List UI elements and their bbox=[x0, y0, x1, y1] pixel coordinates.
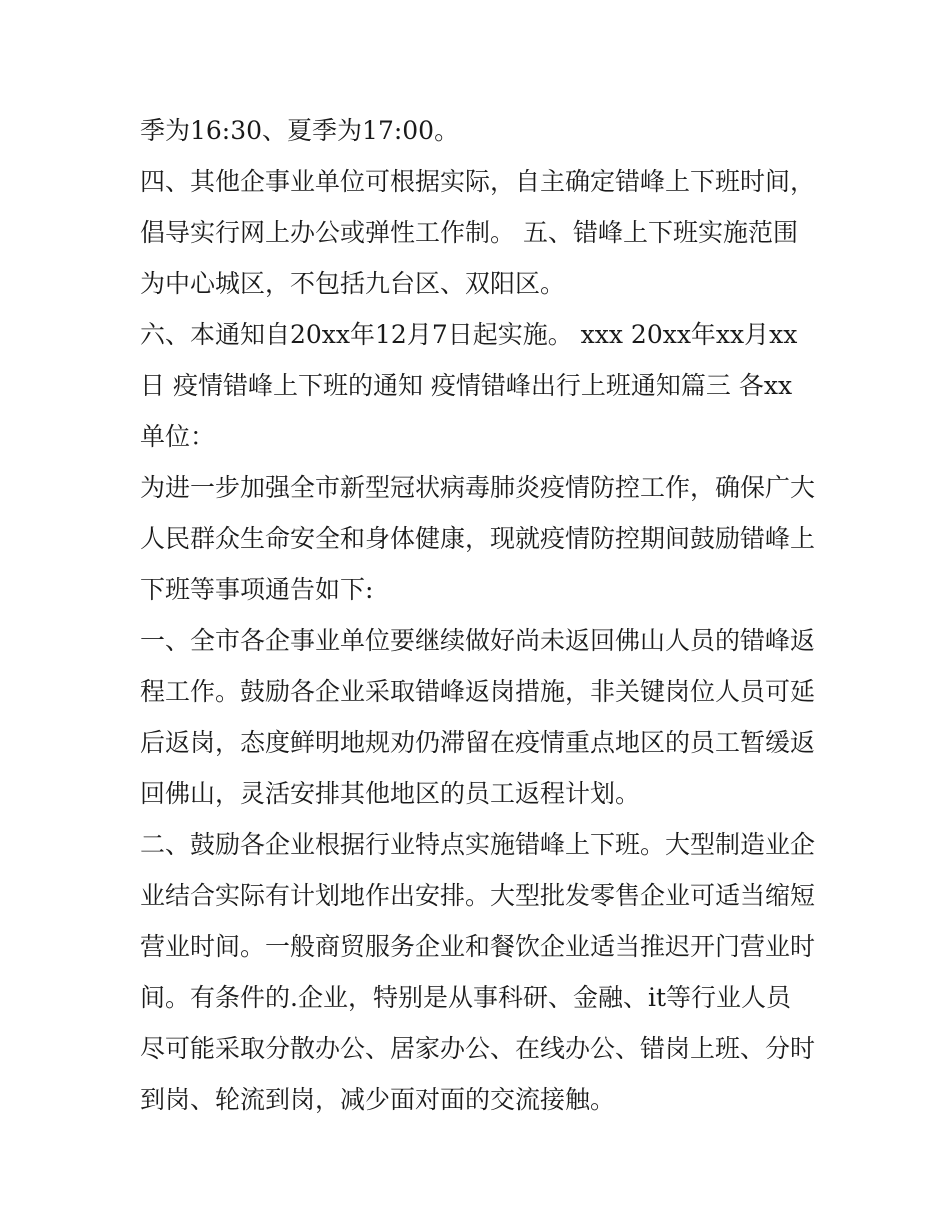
text-line: 为中心城区，不包括九台区、双阳区。 bbox=[140, 269, 566, 298]
text-line: 日 疫情错峰上下班的通知 疫情错峰出行上班通知篇三 各xx bbox=[140, 371, 793, 400]
text-line: 季为16:30、夏季为17:00。 bbox=[140, 116, 460, 145]
text-line: 营业时间。一般商贸服务企业和餐饮企业适当推迟开门营业时 bbox=[140, 932, 816, 961]
text-line: 下班等事项通告如下: bbox=[140, 575, 374, 604]
text-line: 业结合实际有计划地作出安排。大型批发零售企业可适当缩短 bbox=[140, 881, 816, 910]
document-body bbox=[140, 105, 820, 1125]
text-line: 人民群众生命安全和身体健康，现就疫情防控期间鼓励错峰上 bbox=[140, 524, 816, 553]
text-line: 程工作。鼓励各企业采取错峰返岗措施，非关键岗位人员可延 bbox=[140, 677, 816, 706]
text-line: 一、全市各企事业单位要继续做好尚未返回佛山人员的错峰返 bbox=[140, 626, 816, 655]
text-line: 四、其他企事业单位可根据实际，自主确定错峰上下班时间， bbox=[140, 167, 816, 196]
text-line: 间。有条件的.企业，特别是从事科研、金融、it等行业人员 bbox=[140, 983, 791, 1012]
text-line: 二、鼓励各企业根据行业特点实施错峰上下班。大型制造业企 bbox=[140, 830, 816, 859]
text-line: 后返岗，态度鲜明地规劝仍滞留在疫情重点地区的员工暂缓返 bbox=[140, 728, 816, 757]
text-line: 到岗、轮流到岗，减少面对面的交流接触。 bbox=[140, 1085, 616, 1114]
text-line: 倡导实行网上办公或弹性工作制。 五、错峰上下班实施范围 bbox=[140, 218, 798, 247]
text-line: 尽可能采取分散办公、居家办公、在线办公、错岗上班、分时 bbox=[140, 1034, 816, 1063]
text-line: 回佛山，灵活安排其他地区的员工返程计划。 bbox=[140, 779, 641, 808]
text-line: 单位： bbox=[140, 422, 216, 451]
text-line: 为进一步加强全市新型冠状病毒肺炎疫情防控工作，确保广大 bbox=[140, 473, 816, 502]
text-line: 六、本通知自20xx年12月7日起实施。 xxx 20xx年xx月xx bbox=[140, 320, 798, 349]
